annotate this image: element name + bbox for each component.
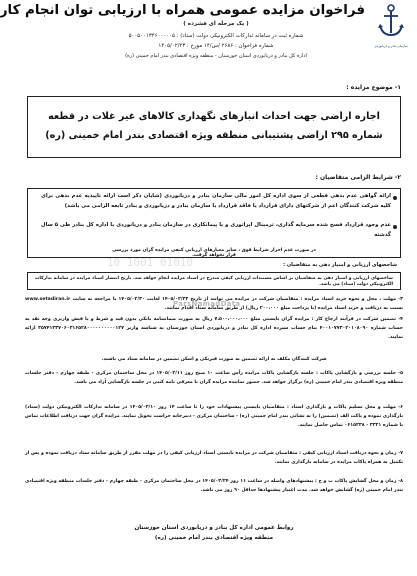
logo-caption: سازمان بنادر و دریانوردی bbox=[374, 44, 408, 48]
watermark-digits: 01010 1001 10 bbox=[106, 256, 193, 269]
paragraph-guarantee-note: شرکت کنندگان مکلف به ارائه تضمین به صورت فیزیکی و اسکن تضمین در سامانه ستاد می باشند. bbox=[101, 357, 327, 362]
setad-registration: شماره ثبت در سامانه تدارکات الکترونیکی دولت (ستاد) : ۵۰۰۵۰۰۱۳۴۶۰۰۰۰۰۵ bbox=[128, 33, 304, 39]
evaluation-text: شاخصهای ارزیابی و امتیاز دهی به متقاضیان بر اساس مستندات ارزیابی کیفی مندرج در اسناد مزایده انجام خواهد شد. تاریخ انتشار اسناد مزایده در سامانه تدارکات الکترونیکی دولت (ستاد) می باشد. bbox=[35, 276, 393, 287]
subject-heading: ۱- موضوع مزایده : bbox=[346, 84, 401, 91]
organization-line: اداره کل بنادر و دریانوردی استان خوزستان - منطقه ویژه اقتصادی بندر امام خمینی (ره) bbox=[125, 53, 307, 59]
bullet-icon bbox=[393, 196, 397, 200]
paragraph-4: ۴- تضمین شرکت در فرآیند ارجاع کار : مزایده گران بایستی مبلغ ۷،۵۰۰،۰۰۰،۰۰۰ ریال به صورت ضمانتنامه بانکی بدون قید و شرط و یا فیش واریزی وجه نقد به حساب شماره ۴۰۰۱۰۷۷۳۰۲۰۱۰۸۰۹۰ بنام حساب سپرده اداره کل بنادر و دریانوردی استان خوزستان به شناسه واریز ۳۵۷۴۱۳۳۷۰۶۰۳۱۶۵۲۸۰۰۰۰۰۰۰۰۰۰۱۲۷ ارائه نمایند. bbox=[25, 317, 403, 340]
footer-line-1: روابط عمومی اداره کل بنادر و دریانوردی استان خوزستان bbox=[134, 525, 294, 531]
paragraph-3: ۳- مهلت ، محل و نحوه خرید اسناد مزایده : متقاضیان شرکت در مزایده می توانند از تاریخ ۱۴۰۵/۰۲/۲۳ لغایت ۱۴۰۵/۰۲/۳۰ با مراجعه به سایت www.setadiran.ir نسبت به دریافت و خرید اسناد مزایده (با پرداخت مبلغ ۲۰۰،۰۰۰ ریال) از طریق سامانه ستاد اقدام نمایند. bbox=[25, 297, 403, 311]
anchor-logo-icon bbox=[376, 3, 406, 39]
notice-stage: ( یک مرحله ای فشرده ) bbox=[183, 21, 249, 27]
watermark-text: ParsNamadData bbox=[173, 300, 241, 308]
condition-item: ارائه گواهی عدم بدهی قطعی از سوی اداره کل امور مالی سازمان بنادر و دریانوردی (شایان ذکر است ارائه تاییدیه عدم بدهی برای کلیه شرکت کنندگان اعم از شرکتهای دارای قرارداد یا فاقد قرارداد با سازمان بنادر و دریانوردی و بنادر تابعه الزامی می باشد) bbox=[41, 193, 391, 209]
paragraph-7: ۷- زمان و نحوه دریافت اسناد ارزیابی کیفی : متقاضیان شرکت در مزایده بایستی اسناد ارزیابی کیفی را در مهلت مقرر از طریق سامانه ستاد دریافت نموده و پس از تکمیل به همراه پاکات مزایده در سامانه بارگذاری نمایند. bbox=[25, 451, 403, 465]
conditions-heading: ۲- شرایط الزامی متقاضیان : bbox=[315, 174, 401, 181]
paragraph-5: ۵- جلسه بررسی و بازگشایی پاکات : جلسه بازگشایی پاکات مزایده رأس ساعت ۱۰ صبح روز ۱۴۰۵/۰۳/۱۱ در محل ساختمان مرکزی - طبقه چهارم - دفتر جلسات منطقه ویژه اقتصادی بندر امام خمینی (ره) برگزار خواهد شد. حضور نماینده مزایده گران با معرفی نامه کتبی در جلسه بازگشایی آزاد می باشد. bbox=[25, 371, 403, 385]
evaluation-heading: شاخصهای ارزیابی و امتیاز دهی به متقاضیان : bbox=[283, 262, 397, 268]
notice-title: فراخوان مزایده عمومی همراه با ارزیابی توان انجام کار bbox=[0, 3, 365, 18]
org-logo bbox=[371, 3, 411, 53]
paragraph-6: ۶- مهلت و محل تسلیم پاکات و بارگذاری اسناد : متقاضیان بایستی پیشنهادات خود را تا ساعت ۱۴ روز ۱۴۰۵/۰۳/۱۰ در سامانه تدارکات الکترونیکی دولت (ستاد) بارگذاری نموده و پاکت الف (تضمین) را به نشانی بندر امام خمینی (ره) - ساختمان مرکزی - دبیرخانه حراست تحویل نمایند. مزایده گران جهت دریافت اطلاعات تماس با شماره ۳۳۲۱ - ۰۶۱۵۲۳۸ تماس حاصل نمایند. bbox=[25, 405, 404, 428]
bullet-icon bbox=[393, 225, 397, 229]
call-number-date: شماره فراخوان : ۲۶۸۶ /س/۱۴ مورخ : ۱۴۰۵/۰۲/۲۳ bbox=[158, 43, 274, 49]
conditions-note: در صورت عدم احراز شرایط فوق ، سایر معیارهای ارزیابی کیفی مزایده گران مورد بررسی قرار نخواهد گرفت. bbox=[112, 248, 316, 258]
condition-item: عدم وجود قرارداد فسخ شده سرمایه گذاری، ترمینال اپراتوری و یا پیمانکاری در سازمان بنادر و دریانوردی یا اداره کل بنادر طی ۵ سال گذشته bbox=[41, 222, 392, 238]
footer-line-2: منطقه ویژه اقتصادی بندر امام خمینی (ره) bbox=[154, 535, 274, 541]
paragraph-8: ۸- زمان و محل گشایش پاکات ب و ج : پیشنهادهای واصله در ساعت ۱۱ روز ۱۴۰۵/۰۳/۲۴ در محل ساختمان مرکزی - طبقه چهارم - دفتر جلسات منطقه ویژه اقتصادی بندر امام خمینی (ره) گشایش خواهد شد. مدت اعتبار پیشنهادها حداقل ۹۰ روز می باشد. bbox=[25, 479, 403, 493]
subject-text: اجاره اراضی جهت احداث انبارهای نگهداری کالاهای غیر غلات در قطعه شماره ۲۹۵ اراضی پشتیبانی منطقه ویژه اقتصادی بندر امام خمینی (ره) bbox=[45, 111, 383, 141]
